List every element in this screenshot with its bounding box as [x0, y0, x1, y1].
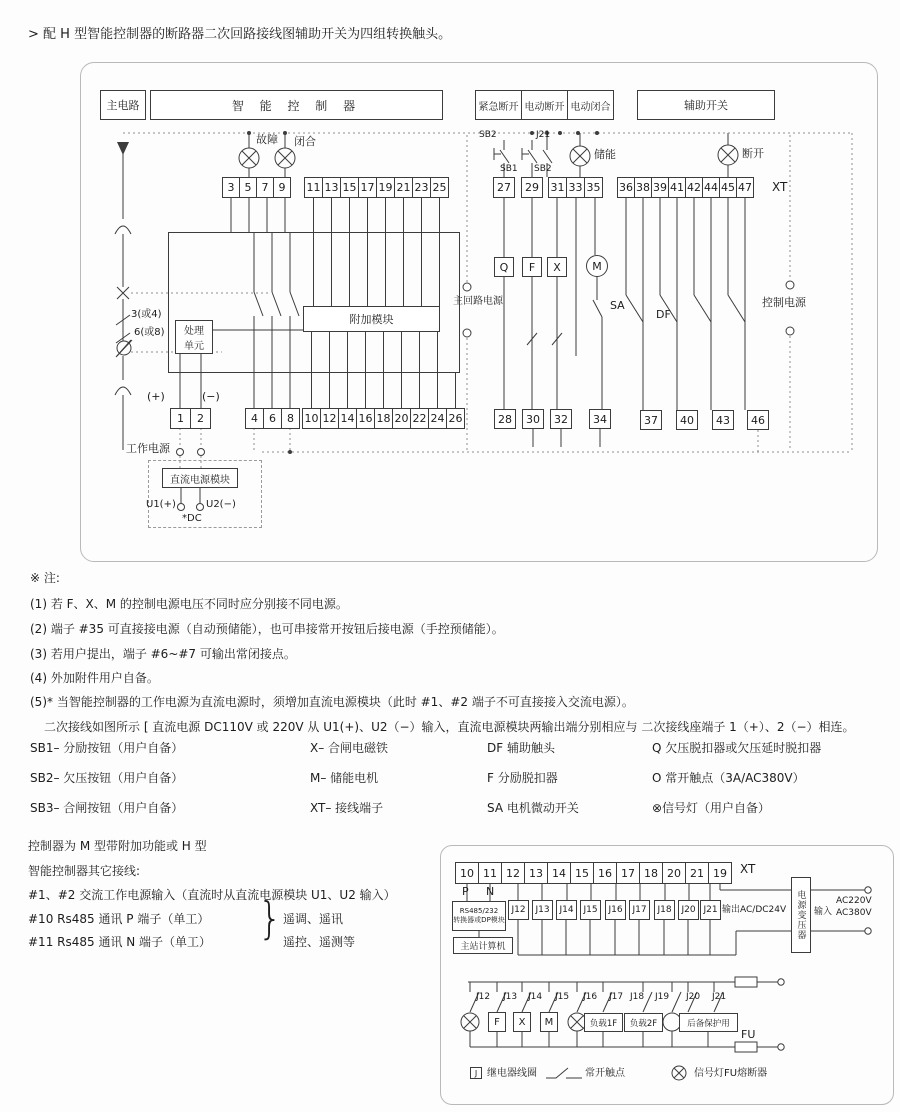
- ac220-label: AC220V: [836, 896, 872, 906]
- dc-label: *DC: [182, 513, 202, 524]
- header-aux-switch: 辅助开关: [637, 90, 775, 120]
- other-line-2: 智能控制器其它接线:: [28, 864, 141, 878]
- processing-unit-line1: 处理: [184, 326, 204, 337]
- sw-j15-label: J15: [555, 992, 570, 1002]
- power-transformer-box: 电源变压器: [791, 877, 811, 953]
- terminal-cell: 8: [281, 408, 300, 429]
- relay-j21-box: J21: [700, 900, 721, 920]
- xt2-label: XT: [740, 862, 756, 876]
- header-smart-controller: 智 能 控 制 器: [150, 90, 443, 120]
- legend-df: DF 辅助触头: [487, 741, 555, 755]
- terminal-cell: 5: [239, 177, 257, 198]
- header-motor-open: 电动断开: [521, 90, 568, 120]
- terminal-cell: 13: [322, 177, 341, 198]
- closing-magnet-x: X: [547, 257, 567, 277]
- terminal-cell: 14: [338, 408, 357, 429]
- terminal-cell: 18: [374, 408, 393, 429]
- legend-sa: SA 电机微动开关: [487, 801, 579, 815]
- terminal-group-xt2: [455, 862, 732, 884]
- terminal-cell: 26: [446, 408, 465, 429]
- terminal-cell: 39: [651, 177, 669, 198]
- coil-x-box: X: [513, 1012, 531, 1032]
- coil-m-box: M: [540, 1012, 558, 1032]
- terminal-cell: 23: [412, 177, 431, 198]
- terminal-cell: 45: [719, 177, 737, 198]
- terminal-37: 37: [640, 410, 662, 430]
- minus-label: (−): [202, 390, 220, 403]
- other-line-1: 控制器为 M 型带附加功能或 H 型: [28, 839, 207, 853]
- legend-x: X– 合闸电磁铁: [310, 741, 389, 755]
- sb2-top-label: SB2: [479, 130, 497, 140]
- control-power-label: 控制电源: [762, 296, 806, 309]
- legend-signal-lamp: ⊗信号灯（用户自备）: [652, 801, 771, 815]
- terminal-cell: 33: [566, 177, 585, 198]
- other-line-3: #1、#2 交流工作电源输入（直流时从直流电源模块 U1、U2 输入）: [28, 888, 396, 902]
- terminal-cell: 17: [358, 177, 377, 198]
- terminal-cell: 14: [547, 862, 571, 884]
- legend-q: Q 欠压脱扣器或欠压延时脱扣器: [652, 741, 822, 755]
- terminal-cell: 44: [702, 177, 720, 198]
- terminal-cell: 3: [222, 177, 240, 198]
- legend-sb2: SB2– 欠压按钮（用户自备）: [30, 771, 184, 785]
- secondary-diagram-frame: [440, 845, 894, 1105]
- terminal-group-r1b: [304, 177, 449, 198]
- relay-j15-box: J15: [580, 900, 601, 920]
- terminal-cell: 47: [736, 177, 754, 198]
- terminal-cell: 9: [273, 177, 291, 198]
- note-3: (3) 若用户提出，端子 #6~#7 可输出常闭接点。: [30, 647, 296, 661]
- ac380-label: AC380V: [836, 908, 872, 918]
- relay-j12-box: J12: [508, 900, 529, 920]
- no-contact-legend: 常开触点: [585, 1068, 625, 1079]
- relay-coil-legend: 继电器线圈: [487, 1068, 537, 1079]
- terminal-cell: 41: [668, 177, 686, 198]
- note-1: (1) 若 F、X、M 的控制电源电压不同时应分别接不同电源。: [30, 597, 348, 611]
- relay-coil-symbol: J: [470, 1067, 482, 1079]
- master-computer-box: 主站计算机: [453, 937, 513, 954]
- relay-j13-box: J13: [532, 900, 553, 920]
- legend-f: F 分励脱扣器: [487, 771, 558, 785]
- lamp-charge-label: 储能: [594, 148, 616, 161]
- terminal-cell: 17: [616, 862, 640, 884]
- note-5-continued: 二次接线如图所示 [ 直流电源 DC110V 或 220V 从 U1(+)、U2（−）输入，直流电源模块两输出端分别相应与 二次接线座端子 1（+）、2（−）相连。: [44, 720, 855, 734]
- processing-unit-box: [175, 320, 213, 354]
- undervoltage-release-q: Q: [494, 257, 514, 277]
- terminal-43: 43: [712, 410, 734, 430]
- coil-f-box: F: [488, 1012, 506, 1032]
- note-2: (2) 端子 #35 可直接接电源（自动预储能），也可串接常开按钮后接电源（手控预储能）。: [30, 622, 504, 636]
- lamp-close-label: 闭合: [294, 135, 316, 148]
- rs485-converter-box: [452, 901, 506, 931]
- pole-count-label-2: 6(或8): [134, 327, 165, 338]
- dc-power-module-box: 直流电源模块: [162, 468, 238, 488]
- relay-j14-box: J14: [556, 900, 577, 920]
- terminal-cell: 7: [256, 177, 274, 198]
- sw-j21-label: J21: [712, 992, 727, 1002]
- page-title: > 配 H 型智能控制器的断路器二次回路接线图辅助开关为四组转换触头。: [28, 27, 452, 42]
- lamp-fault-label: 故障: [256, 133, 278, 146]
- terminal-cell: 16: [356, 408, 375, 429]
- lamp-open-label: 断开: [742, 147, 764, 160]
- terminal-cell: 10: [302, 408, 321, 429]
- sw-j13-label: J13: [503, 992, 518, 1002]
- input-label: 输入: [814, 907, 833, 917]
- terminal-cell: 24: [428, 408, 447, 429]
- fu-label: FU: [741, 1028, 756, 1041]
- processing-unit-line2: 单元: [184, 341, 204, 352]
- relay-j16-box: J16: [605, 900, 626, 920]
- terminal-cell: 11: [478, 862, 502, 884]
- terminal-cell: 11: [304, 177, 323, 198]
- notes-header: ※ 注:: [30, 571, 60, 585]
- terminal-group-r1d: [617, 177, 754, 198]
- terminal-cell: 12: [320, 408, 339, 429]
- u1-label: U1(+): [146, 499, 176, 510]
- terminal-cell: 36: [617, 177, 635, 198]
- terminal-group-r2b: [245, 408, 300, 429]
- terminal-cell: 31: [548, 177, 567, 198]
- terminal-cell: 18: [639, 862, 663, 884]
- terminal-cell: 4: [245, 408, 264, 429]
- rs485-line2: 转换器或DP模块: [453, 916, 505, 924]
- terminal-46: 46: [747, 410, 769, 430]
- u2-label: U2(−): [206, 499, 236, 510]
- terminal-cell: 16: [593, 862, 617, 884]
- terminal-cell: 2: [190, 408, 211, 429]
- sb2-bottom-label: SB2: [534, 164, 552, 174]
- terminal-34: 34: [589, 409, 611, 429]
- pole-count-label-1: 3(或4): [131, 309, 162, 320]
- j21-label: J21: [536, 130, 551, 140]
- terminal-cell: 21: [394, 177, 413, 198]
- plus-label: (+): [147, 390, 165, 403]
- header-main-circuit: 主电路: [100, 90, 146, 120]
- terminal-cell: 42: [685, 177, 703, 198]
- terminal-cell: 25: [430, 177, 449, 198]
- relay-j17-box: J17: [629, 900, 650, 920]
- sw-j18-label: J18: [630, 992, 645, 1002]
- working-power-label: 工作电源: [126, 442, 170, 455]
- n-terminal-label: N: [486, 885, 495, 898]
- note-5: (5)* 当智能控制器的工作电源为直流电源时，须增加直流电源模块（此时 #1、#2 端子不可直接接入交流电源）。: [30, 695, 634, 709]
- additional-module-box: 附加模块: [303, 306, 440, 332]
- legend-xt: XT– 接线端子: [310, 801, 384, 815]
- xt-label: XT: [772, 180, 788, 194]
- terminal-cell: 1: [170, 408, 191, 429]
- terminal-group-r2c: [302, 408, 465, 429]
- sw-j16-label: J16: [583, 992, 598, 1002]
- relay-j20-box: J20: [678, 900, 699, 920]
- main-loop-power-label: 主回路电源: [453, 296, 503, 307]
- sw-j12-label: J12: [476, 992, 491, 1002]
- terminal-cell: 21: [685, 862, 709, 884]
- charging-motor-m: M: [586, 255, 608, 277]
- rs485-line1: RS485/232: [459, 907, 499, 915]
- legend-m: M– 储能电机: [310, 771, 379, 785]
- brace-line-2: 遥控、遥测等: [283, 935, 356, 949]
- other-line-4: #10 Rs485 通讯 P 端子（单工）: [28, 912, 210, 926]
- terminal-cell: 13: [524, 862, 548, 884]
- terminal-cell: 19: [708, 862, 732, 884]
- brace-line-1: 遥调、遥讯: [283, 912, 344, 926]
- sw-j20-label: J20: [686, 992, 701, 1002]
- brace-glyph: }: [258, 892, 283, 944]
- sa-label: SA: [610, 299, 625, 312]
- output-24v-label: 输出AC/DC24V: [722, 905, 787, 915]
- sw-j19-label: J19: [655, 992, 670, 1002]
- legend-o: O 常开触点（3A/AC380V）: [652, 771, 805, 785]
- df-label: DF: [656, 308, 671, 321]
- terminal-32: 32: [550, 409, 572, 429]
- sw-j17-label: J17: [609, 992, 624, 1002]
- backup-protection-box: 后备保护用: [679, 1013, 738, 1032]
- legend-sb3: SB3– 合闸按钮（用户自备）: [30, 801, 184, 815]
- terminal-cell: 15: [570, 862, 594, 884]
- p-terminal-label: P: [462, 885, 469, 898]
- terminal-cell: 12: [501, 862, 525, 884]
- load-1f-box: 负载1F: [584, 1013, 623, 1032]
- header-motor-close: 电动闭合: [567, 90, 614, 120]
- terminal-28: 28: [494, 409, 516, 429]
- terminal-cell: 22: [410, 408, 429, 429]
- sw-j14-label: J14: [528, 992, 543, 1002]
- terminal-cell: 20: [392, 408, 411, 429]
- terminal-cell: 19: [376, 177, 395, 198]
- terminal-cell: 6: [263, 408, 282, 429]
- terminal-cell: 15: [340, 177, 359, 198]
- terminal-27: 27: [493, 177, 515, 198]
- other-line-5: #11 Rs485 通讯 N 端子（单工）: [28, 935, 212, 949]
- relay-j18-box: J18: [654, 900, 675, 920]
- terminal-cell: 20: [662, 862, 686, 884]
- load-2f-box: 负载2F: [624, 1013, 663, 1032]
- sb1-label: SB1: [500, 164, 518, 174]
- terminal-40: 40: [676, 410, 698, 430]
- terminal-group-r1c: [548, 177, 603, 198]
- terminal-30: 30: [522, 409, 544, 429]
- header-emergency-open: 紧急断开: [475, 90, 522, 120]
- shunt-release-f: F: [522, 257, 542, 277]
- terminal-cell: 35: [584, 177, 603, 198]
- terminal-group-r1a: [222, 177, 291, 198]
- note-4: (4) 外加附件用户自备。: [30, 671, 159, 685]
- terminal-29: 29: [521, 177, 543, 198]
- signal-lamp-fuse-legend: 信号灯FU熔断器: [694, 1068, 768, 1079]
- terminal-group-r2a: [170, 408, 211, 429]
- terminal-cell: 38: [634, 177, 652, 198]
- terminal-cell: 10: [455, 862, 479, 884]
- legend-sb1: SB1– 分励按钮（用户自备）: [30, 741, 184, 755]
